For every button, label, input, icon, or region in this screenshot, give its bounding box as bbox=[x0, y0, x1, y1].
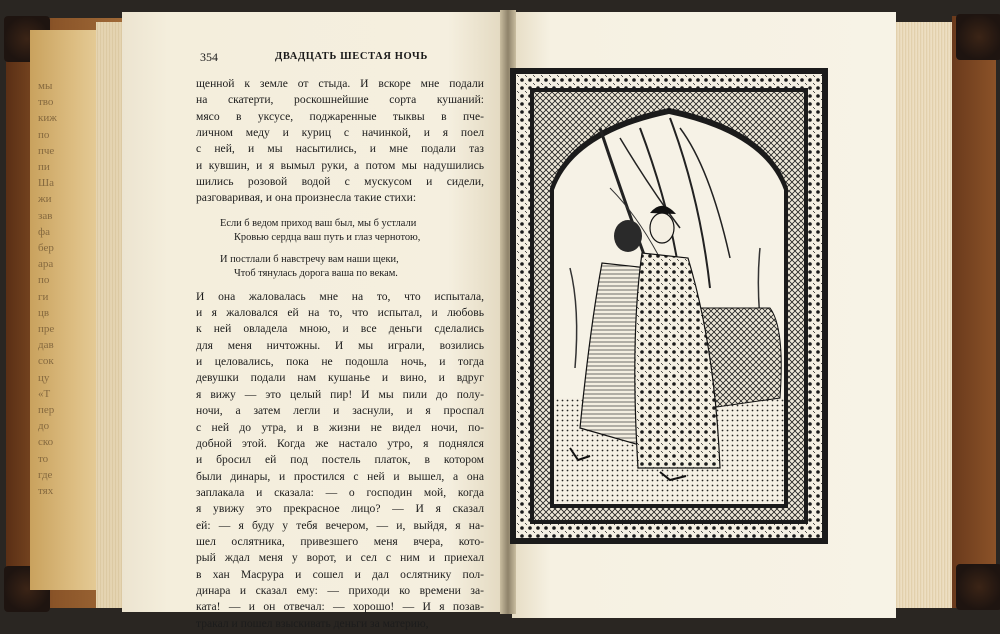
illustration-lovers bbox=[510, 68, 828, 544]
text-line: динара и сказал ему: — приходи ко времени за- bbox=[196, 583, 484, 597]
cover-corner-top-right bbox=[956, 14, 1000, 60]
text-line: ночи, а затем легли и заснули, и я проспал bbox=[196, 404, 484, 418]
text-line: к ней овладела мною, и все деньги сделались bbox=[196, 322, 484, 336]
text-line: девушки подали нам кушанье и вино, и вдруг bbox=[196, 371, 484, 385]
text-line: щенной к земле от стыда. И вскоре мне подали bbox=[196, 77, 484, 90]
text-line: и целовались, пока не подошла ночь, и тогда bbox=[196, 355, 484, 369]
text-line: рый ждал меня у ворот, и сел с ним и приехал bbox=[196, 551, 484, 565]
cover-corner-bottom-right bbox=[956, 564, 1000, 610]
body-text bbox=[196, 76, 484, 632]
text-line: личном меду и куриц с начинкой, и я поел bbox=[196, 126, 484, 140]
poem-line: Чтоб тянулась дорога ваша по векам. bbox=[234, 267, 398, 279]
poem-line: И постлали б навстречу вам наши щеки, bbox=[220, 253, 399, 265]
text-line: заплакала и сказала: — о господин мой, когда bbox=[196, 485, 484, 499]
text-line: И она жаловалась мне на то, что испытала, bbox=[196, 289, 484, 303]
text-line: и я жаловался ей на то, что испытал, и любовь bbox=[196, 306, 484, 320]
bleed-through-text: мы тво киж по пче пи Ша жи зав фа бер ара по ги цв пре дав сок цу «Т пер до ско то где тях bbox=[38, 80, 57, 498]
paragraph-1 bbox=[196, 76, 484, 207]
text-line: я увижу это прекрасное лицо? — И я сказал bbox=[196, 502, 484, 516]
text-line: с ней до утра, и в жизни не видел ночи, по- bbox=[196, 420, 484, 434]
text-line: шел ослятника, привезшего меня вчера, кото- bbox=[196, 534, 484, 548]
text-line: и кувшин, и я вымыл руки, а потом мы надушились bbox=[196, 158, 484, 172]
text-line: тракал и пошел взыскивать деньги за материю, bbox=[196, 616, 429, 630]
text-line: разговаривая, и она произнесла такие стихи: bbox=[196, 191, 417, 205]
page-header bbox=[200, 50, 490, 70]
text-line: мясо в уксусе, поджаренные тыквы в пче- bbox=[196, 109, 484, 123]
text-line: шились розовой водой с мускусом и сидели, bbox=[196, 175, 484, 189]
text-line: для меня ничтожны. И мы играли, возились bbox=[196, 338, 484, 352]
running-head: ДВАДЦАТЬ ШЕСТАЯ НОЧЬ bbox=[275, 51, 428, 62]
poem-line: Если б ведом приход ваш был, мы б устлали bbox=[220, 217, 417, 229]
book-cover-right bbox=[952, 16, 996, 608]
text-line: добной этой. Когда же настало утро, я поднялся bbox=[196, 436, 484, 450]
stanza-gap bbox=[220, 245, 484, 253]
poem bbox=[220, 217, 484, 281]
page-number: 354 bbox=[200, 50, 218, 64]
text-line: ката! — и он отвечал: — хорошо! — И я позав- bbox=[196, 600, 484, 614]
paragraph-2 bbox=[196, 289, 484, 632]
text-line: я вижу — это целый пир! И мы пили до полу- bbox=[196, 387, 484, 401]
text-line: на скатерти, роскошнейшие сорта кушаний: bbox=[196, 93, 484, 107]
text-line: в хан Масрура и сошел и дал ослятнику пол- bbox=[196, 567, 484, 581]
text-line: с ней, и мы насытились, и мне подали таз bbox=[196, 142, 484, 156]
text-line: ей: — я буду у тебя вечером, — и, выйдя, я на- bbox=[196, 518, 484, 532]
underlying-page bbox=[30, 30, 100, 590]
poem-line: Кровью сердца ваш путь и глаз чернотою, bbox=[234, 231, 421, 243]
text-line: и бросил ей под постель платок, в котором bbox=[196, 453, 484, 467]
text-line: были динары, и простился с ней и вышел, а она bbox=[196, 469, 484, 483]
